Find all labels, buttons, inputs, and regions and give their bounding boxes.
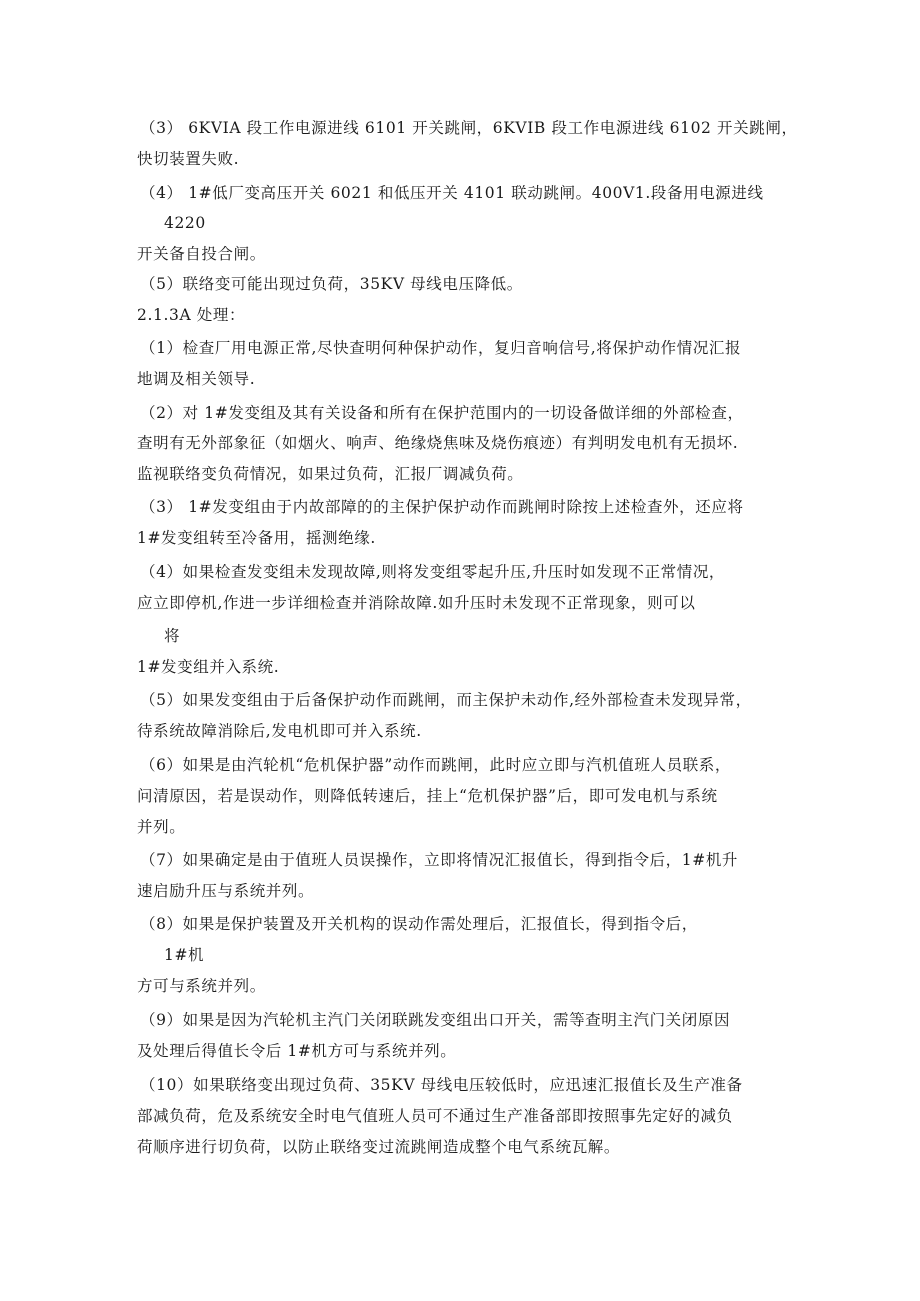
text-line: （4）如果检查发变组未发现故障,则将发变组零起升压,升压时如发现不正常情况， bbox=[140, 563, 726, 581]
text-line: 查明有无外部象征（如烟火、响声、绝缘烧焦味及烧伤痕迹）有判明发电机有无损坏. bbox=[137, 434, 739, 452]
text-line: 并列。 bbox=[137, 818, 186, 836]
text-line: （7）如果确定是由于值班人员误操作，立即将情况汇报值长，得到指令后，1#机升 bbox=[140, 851, 739, 869]
text-line: （3） 6KVIA 段工作电源进线 6101 开关跳闸，6KVIB 段工作电源进线 6102 开关跳闸， bbox=[140, 119, 798, 137]
text-line: 开关备自投合闸。 bbox=[137, 245, 266, 263]
text-line: （8）如果是保护装置及开关机构的误动作需处理后，汇报值长，得到指令后， bbox=[140, 915, 698, 933]
text-line: 问清原因，若是误动作，则降低转速后，挂上“危机保护器”后，即可发电机与系统 bbox=[137, 787, 718, 805]
text-line: （1）检查厂用电源正常,尽快查明何种保护动作，复归音响信号,将保护动作情况汇报 bbox=[140, 339, 742, 357]
text-line: 方可与系统并列。 bbox=[137, 977, 266, 995]
text-line: （5）联络变可能出现过负荷，35KV 母线电压降低。 bbox=[140, 275, 523, 293]
text-line: （6）如果是由汽轮机“危机保护器”动作而跳闸，此时应立即与汽机值班人员联系， bbox=[140, 756, 732, 774]
section-heading: 2.1.3A 处理： bbox=[137, 306, 246, 324]
text-line: 1#发变组转至冷备用，摇测绝缘. bbox=[137, 529, 376, 547]
text-line: 将 bbox=[164, 627, 181, 645]
text-line: （5）如果发变组由于后备保护动作而跳闸，而主保护未动作,经外部检查未发现异常， bbox=[140, 691, 752, 709]
text-line: 部减负荷，危及系统安全时电气值班人员可不通过生产准备部即按照事先定好的减负 bbox=[137, 1107, 733, 1125]
text-line: 速启励升压与系统并列。 bbox=[137, 882, 315, 900]
text-line: 地调及相关领导. bbox=[137, 370, 256, 388]
text-line: （10）如果联络变出现过负荷、35KV 母线电压较低时，应迅速汇报值长及生产准备 bbox=[140, 1076, 743, 1094]
text-line: 1#机 bbox=[164, 946, 205, 964]
text-line: 1#发变组并入系统. bbox=[137, 658, 280, 676]
text-line: （9）如果是因为汽轮机主汽门关闭联跳发变组出口开关，需等查明主汽门关闭原因 bbox=[140, 1011, 731, 1029]
text-line: （3） 1#发变组由于内故部障的的主保护保护动作而跳闸时除按上述检查外，还应将 bbox=[140, 498, 744, 516]
text-line: 待系统故障消除后,发电机即可并入系统. bbox=[137, 722, 422, 740]
text-line: 监视联络变负荷情况，如果过负荷，汇报厂调减负荷。 bbox=[137, 465, 524, 483]
text-line: （2）对 1#发变组及其有关设备和所有在保护范围内的一切设备做详细的外部检查， bbox=[140, 404, 744, 422]
text-line: 及处理后得值长令后 1#机方可与系统并列。 bbox=[137, 1042, 457, 1060]
text-line: （4） 1#低厂变高压开关 6021 和低压开关 4101 联动跳闸。400V1.段备用电源进线 bbox=[140, 184, 764, 202]
text-line: 应立即停机,作进一步详细检查并消除故障.如升压时未发现不正常现象，则可以 bbox=[137, 594, 696, 612]
text-line: 4220 bbox=[164, 214, 206, 232]
text-line: 快切装置失败. bbox=[137, 150, 240, 168]
text-line: 荷顺序进行切负荷，以防止联络变过流跳闸造成整个电气系统瓦解。 bbox=[137, 1138, 621, 1156]
